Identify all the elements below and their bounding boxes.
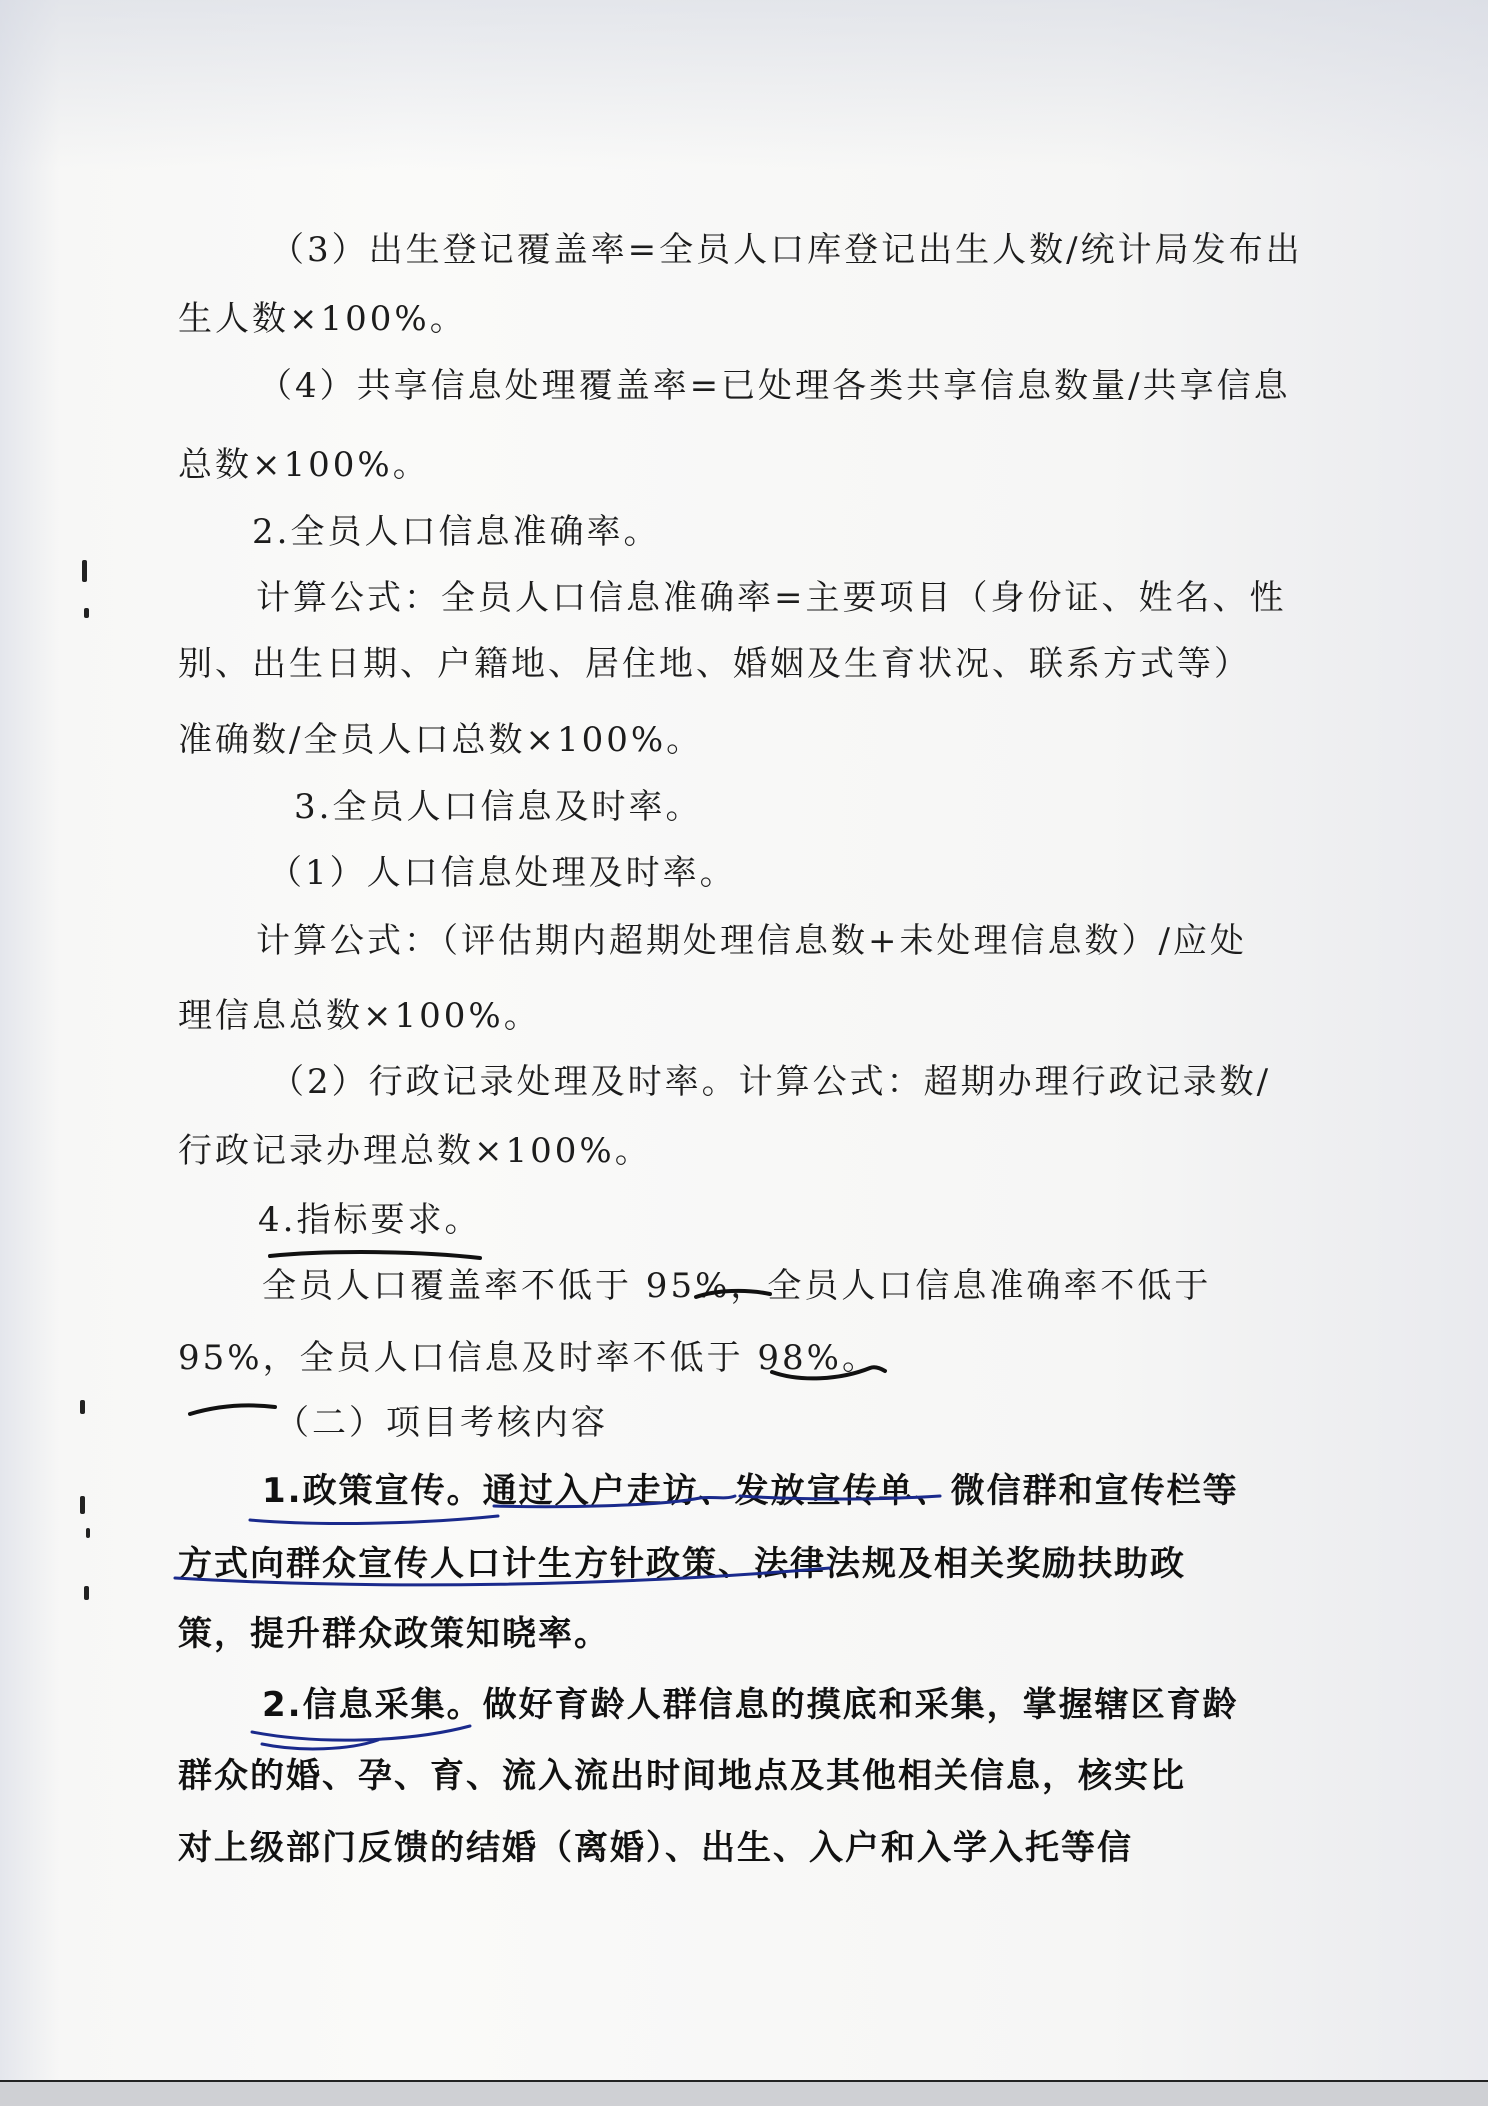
text-line-1: （3）出生登记覆盖率=全员人口库登记出生人数/统计局发布出 [270, 230, 1303, 270]
text-line-9: 3.全员人口信息及时率。 [294, 787, 703, 827]
text-line-2: 生人数×100%。 [178, 299, 467, 339]
scan-bottom-edge [0, 2080, 1488, 2106]
binding-mark [86, 1528, 90, 1538]
binding-mark [80, 1496, 85, 1514]
text-line-18: （二）项目考核内容 [275, 1403, 608, 1443]
underline-indicator-heading [270, 1252, 480, 1258]
text-line-10: （1）人口信息处理及时率。 [268, 853, 737, 893]
dash-before-section-two [190, 1405, 275, 1414]
text-line-20: 方式向群众宣传人口计生方针政策、法律法规及相关奖励扶助政 [178, 1544, 1186, 1584]
text-line-8: 准确数/全员人口总数×100%。 [178, 720, 704, 760]
arc-info-collection [262, 1740, 378, 1749]
text-line-17: 95%，全员人口信息及时率不低于 98%。 [178, 1338, 879, 1378]
text-line-4: 总数×100%。 [178, 445, 430, 485]
text-line-14: 行政记录办理总数×100%。 [178, 1131, 652, 1171]
binding-mark [84, 608, 89, 618]
binding-mark [82, 560, 87, 582]
binding-mark [80, 1400, 85, 1414]
text-line-15: 4.指标要求。 [258, 1200, 482, 1240]
text-line-19: 1.政策宣传。通过入户走访、发放宣传单、微信群和宣传栏等 [262, 1471, 1239, 1511]
text-line-13: （2）行政记录处理及时率。计算公式：超期办理行政记录数/ [270, 1062, 1272, 1102]
text-line-11: 计算公式：（评估期内超期处理信息数+未处理信息数）/应处 [256, 921, 1247, 961]
text-line-16: 全员人口覆盖率不低于 95%，全员人口信息准确率不低于 [262, 1266, 1212, 1306]
underline-policy-heading [250, 1516, 498, 1523]
text-line-24: 对上级部门反馈的结婚（离婚）、出生、入户和入学入托等信 [178, 1828, 1133, 1868]
text-line-23: 群众的婚、孕、育、流入流出时间地点及其他相关信息，核实比 [178, 1756, 1186, 1796]
text-line-21: 策，提升群众政策知晓率。 [178, 1614, 610, 1654]
text-line-5: 2.全员人口信息准确率。 [252, 512, 661, 552]
scan-shadow [0, 0, 1488, 170]
text-line-22: 2.信息采集。做好育龄人群信息的摸底和采集，掌握辖区育龄 [262, 1685, 1239, 1725]
text-line-7: 别、出生日期、户籍地、居住地、婚姻及生育状况、联系方式等） [178, 644, 1251, 684]
text-line-6: 计算公式：全员人口信息准确率=主要项目（身份证、姓名、性 [256, 578, 1287, 618]
binding-mark [84, 1586, 89, 1600]
text-line-12: 理信息总数×100%。 [178, 996, 541, 1036]
text-line-3: （4）共享信息处理覆盖率=已处理各类共享信息数量/共享信息 [258, 366, 1291, 406]
